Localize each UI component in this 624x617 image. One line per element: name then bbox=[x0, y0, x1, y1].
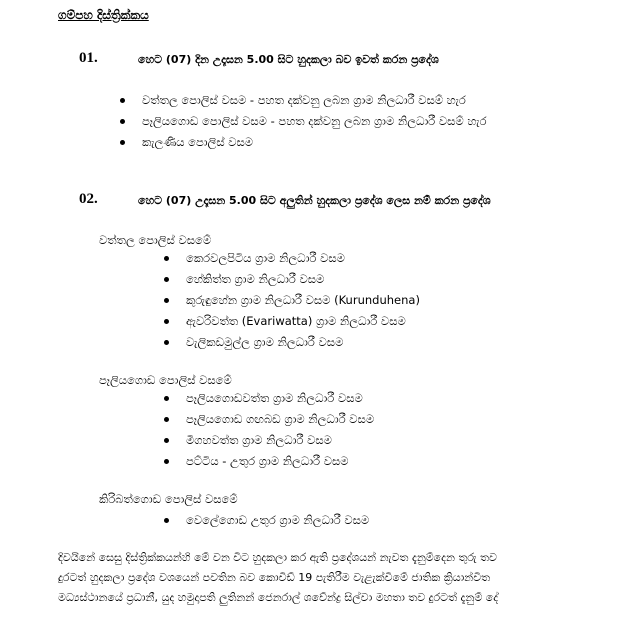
bullet-icon bbox=[164, 298, 169, 303]
bullet-icon bbox=[120, 98, 125, 103]
section-1-number: 01. bbox=[79, 50, 98, 66]
section-1-title: හෙට (07) දින උදෑසන 5.00 සිට හුදකලා බව ඉවත් කරන ප්‍රදේශ bbox=[138, 53, 439, 66]
list-item: පෑලියගොඩවත්ත ග්‍රාම නිලධාරී වසම bbox=[164, 388, 374, 409]
list-item: වත්තල පොලිස් වසම - පහත දක්වනු ලබන ග්‍රාම නිලධාරී වසම් හැර bbox=[120, 90, 487, 111]
district-heading: ගම්පහ දිස්ත්‍රික්කය bbox=[58, 8, 149, 22]
list-item: හේකිත්ත ග්‍රාම නිලධාරී වසම bbox=[164, 269, 420, 290]
closing-paragraph bbox=[58, 548, 592, 608]
bullet-icon bbox=[164, 256, 169, 261]
bullet-icon bbox=[164, 518, 169, 523]
list-item: පට්ටිය - උතුර ග්‍රාම නිලධාරී වසම bbox=[164, 451, 374, 472]
section-1-list bbox=[120, 90, 487, 153]
bullet-icon bbox=[164, 459, 169, 464]
group-list-peliyagoda bbox=[164, 388, 374, 472]
section-2-title: හෙට (07) උදෑසන 5.00 සිට අලුතින් හුදකලා ප්‍රදේශ ලෙස නම් කරන ප්‍රදේශ bbox=[138, 194, 491, 207]
list-item: පෑලියගොඩ ගඟබඩ ග්‍රාම නිලධාරී වසම bbox=[164, 409, 374, 430]
bullet-icon bbox=[120, 119, 125, 124]
bullet-icon bbox=[164, 319, 169, 324]
group-title-peliyagoda: පෑලියගොඩ පොලිස් වසමේ bbox=[99, 373, 232, 387]
paragraph-line: දිවයිනේ සෙසු දිස්ත්‍රික්කයන්හි මේ වන විට හුදකලා කර ඇති ප්‍රදේශයන් නැවත දැනුම්දෙන තුරු තව bbox=[58, 551, 497, 564]
bullet-icon bbox=[120, 140, 125, 145]
list-item: කෙරවලපිටිය ග්‍රාම නිලධාරී වසම bbox=[164, 248, 420, 269]
bullet-icon bbox=[164, 417, 169, 422]
paragraph-line: මධ්‍යස්ථානයේ ප්‍රධානී, යුද හමුදාපති ලුතිනන් ජෙනරාල් ශවේන්ද්‍ර සිල්වා මහතා තව දුරටත් දැනුම් දේ bbox=[58, 591, 499, 604]
list-item: පෑලියගොඩ පොලිස් වසම - පහත දක්වනු ලබන ග්‍රාම නිලධාරී වසම් හැර bbox=[120, 111, 487, 132]
list-item: වෙලේගොඩ උතුර ග්‍රාම නිලධාරී වසම bbox=[164, 510, 369, 531]
group-list-kiribathgoda bbox=[164, 510, 369, 531]
list-item: කැලණිය පොලිස් වසම bbox=[120, 132, 487, 153]
group-title-wattala: වත්තල පොලිස් වසමේ bbox=[99, 233, 212, 247]
paragraph-line: දුරටත් හුදකලා ප්‍රදේශ වශයෙන් පවතින බව කොවිඩ් 19 පැතිරීම වැළැක්වීමේ ජාතික ක්‍රියාන්විත bbox=[58, 571, 491, 584]
section-2-number: 02. bbox=[79, 191, 98, 207]
bullet-icon bbox=[164, 438, 169, 443]
group-list-wattala bbox=[164, 248, 420, 353]
group-title-kiribathgoda: කිරිබත්ගොඩ පොලිස් වසමේ bbox=[99, 492, 238, 506]
list-item: ඇවරිවත්ත (Evariwatta) ග්‍රාම නිලධාරී වසම bbox=[164, 311, 420, 332]
bullet-icon bbox=[164, 277, 169, 282]
list-item: මීගහවත්ත ග්‍රාම නිලධාරී වසම bbox=[164, 430, 374, 451]
list-item: කුරුඳුහේන ග්‍රාම නිලධාරී වසම (Kurunduhena) bbox=[164, 290, 420, 311]
list-item: වැලිකඩමුල්ල ග්‍රාම නිලධාරී වසම bbox=[164, 332, 420, 353]
bullet-icon bbox=[164, 396, 169, 401]
bullet-icon bbox=[164, 340, 169, 345]
